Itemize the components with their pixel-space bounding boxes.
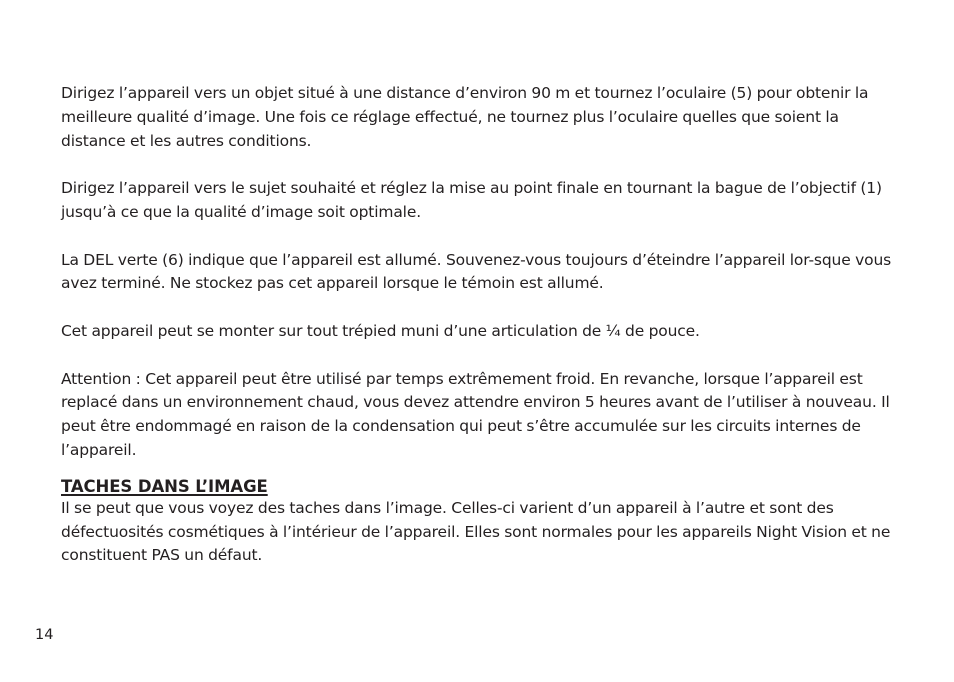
paragraph-cold-weather-warning: Attention : Cet appareil peut être utilisé par temps extrêmement froid. En revanche, lorsque l’appareil est replacé dans un environnement chaud, vous devez attendre environ 5 heures avant de l’utiliser à nouveau. Il peut être endommagé en raison de la condensation qui peut s’être accumulée sur les circuits internes de l’appareil. — [61, 369, 890, 459]
paragraph-focus-adjustment: Dirigez l’appareil vers le sujet souhaité et réglez la mise au point finale en tournant la bague de l’objectif (1) jusqu’à ce que la qualité d’image soit optimale. — [61, 179, 882, 221]
page-content — [61, 82, 901, 568]
paragraph-image-spots: Il se peut que vous voyez des taches dans l’image. Celles-ci varient d’un appareil à l’autre et sont des défectuosités cosmétiques à l’intérieur de l’appareil. Elles sont normales pour les appareils Night Vision et ne constituent PAS un défaut. — [61, 498, 891, 565]
paragraph-spacer — [61, 153, 901, 177]
paragraph-spacer — [61, 225, 901, 249]
paragraph-spacer — [61, 296, 901, 320]
page-number: 14 — [35, 627, 54, 643]
paragraph-led-indicator: La DEL verte (6) indique que l’appareil est allumé. Souvenez-vous toujours d’éteindre l’appareil lor-sque vous avez terminé. Ne stockez pas cet appareil lorsque le témoin est allumé. — [61, 250, 892, 293]
paragraph-tripod-mount: Cet appareil peut se monter sur tout trépied muni d’une articulation de ¼ de pouce. — [61, 321, 700, 340]
paragraph-eyepiece-adjustment: Dirigez l’appareil vers un objet situé à une distance d’environ 90 m et tournez l’oculaire (5) pour obtenir la meilleure qualité d’image. Une fois ce réglage effectué, ne tournez plus l’oculaire quelles que soient la distance et les autres conditions. — [61, 84, 869, 150]
paragraph-spacer — [61, 344, 901, 368]
section-heading-image-spots: TACHES DANS L’IMAGE — [61, 476, 268, 496]
